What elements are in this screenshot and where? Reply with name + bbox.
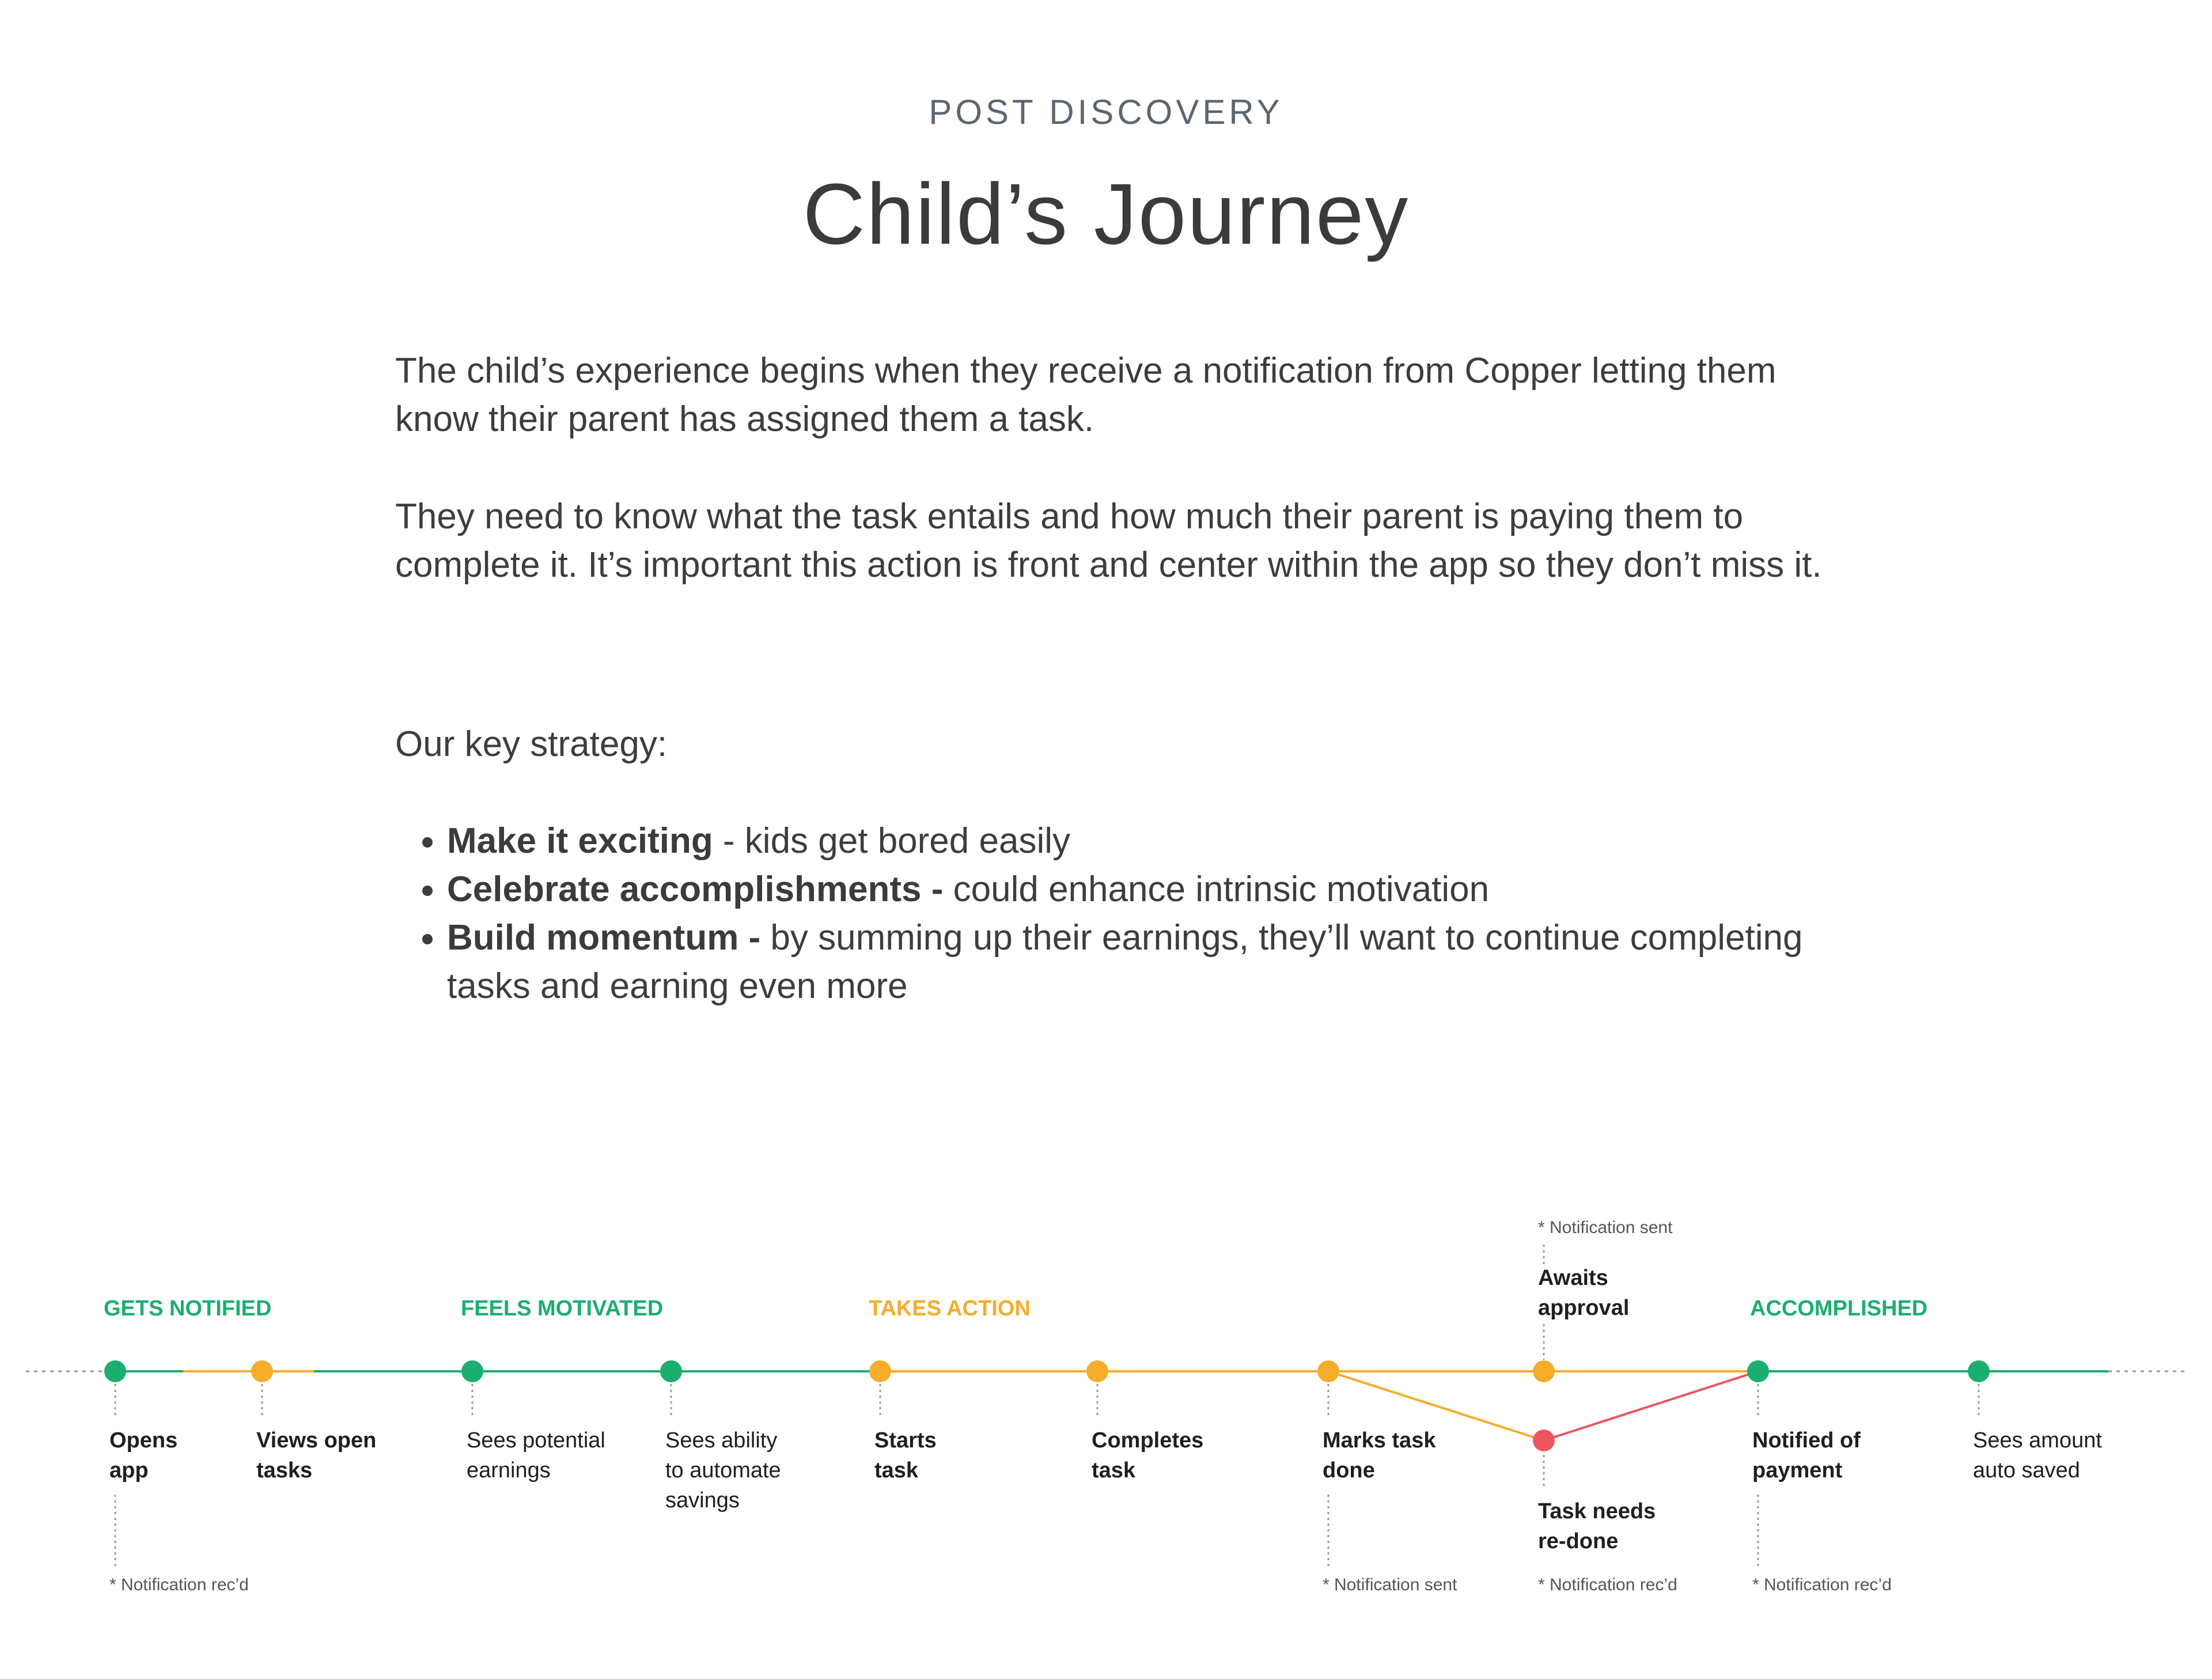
- step-note: * Notification rec’d: [1538, 1575, 1677, 1594]
- stage-label: ACCOMPLISHED: [1750, 1296, 1928, 1321]
- strategy-item-text: by summing up their earnings, they’ll want to continue completing tasks and earning even more: [447, 918, 1803, 1006]
- step-label: Starts: [874, 1428, 937, 1453]
- timeline-node: [1968, 1360, 1990, 1382]
- timeline-node: [1086, 1360, 1108, 1382]
- step-label: approval: [1538, 1296, 1630, 1320]
- intro-paragraph-1: The child’s experience begins when they receive a notification from Copper letting them know their parent has assigned them a task.: [395, 351, 1777, 439]
- step-label: task: [874, 1458, 919, 1483]
- step-note: * Notification rec’d: [1752, 1575, 1892, 1594]
- timeline-node: [251, 1360, 273, 1382]
- strategy-item: [447, 865, 1887, 914]
- strategy-item-bold: Build momentum -: [447, 918, 761, 958]
- page-title: Child’s Journey: [802, 165, 1410, 262]
- step-label: done: [1323, 1458, 1375, 1483]
- strategy-item-text: could enhance intrinsic motivation: [943, 869, 1490, 909]
- step-label: re-done: [1538, 1529, 1619, 1553]
- step-label: Task needs: [1538, 1499, 1656, 1523]
- step-label: Opens: [109, 1428, 178, 1453]
- step-label: Notified of: [1752, 1428, 1861, 1453]
- timeline-node: [1317, 1360, 1339, 1382]
- step-note: * Notification sent: [1538, 1218, 1673, 1237]
- step-label: to automate: [665, 1458, 781, 1483]
- branch-return-line: [1544, 1371, 1758, 1440]
- step-label: Marks task: [1323, 1428, 1436, 1453]
- step-label: task: [1092, 1458, 1136, 1483]
- timeline-node: [461, 1360, 483, 1382]
- strategy-item-text: - kids get bored easily: [713, 821, 1071, 861]
- stage-label: GETS NOTIFIED: [104, 1296, 272, 1321]
- step-label: Completes: [1092, 1428, 1204, 1453]
- step-label: tasks: [256, 1458, 313, 1483]
- journey-diagram: [0, 1181, 2212, 1619]
- step-label: Views open: [256, 1428, 377, 1453]
- strategy-heading: Our key strategy:: [395, 724, 668, 764]
- strategy-item-bold: Make it exciting: [447, 821, 713, 861]
- timeline-node: [104, 1360, 126, 1382]
- step-label: Awaits: [1538, 1266, 1608, 1290]
- step-note: * Notification sent: [1323, 1575, 1457, 1594]
- strategy-item: [447, 914, 1887, 1011]
- timeline-node: [1533, 1430, 1555, 1451]
- stage-label: TAKES ACTION: [869, 1296, 1031, 1321]
- strategy-list: [395, 817, 1887, 1011]
- step-label: payment: [1752, 1458, 1843, 1483]
- step-label: Sees amount: [1973, 1428, 2102, 1453]
- eyebrow-heading: POST DISCOVERY: [929, 93, 1283, 131]
- strategy-item-bold: Celebrate accomplishments -: [447, 869, 944, 909]
- step-note: * Notification rec’d: [109, 1575, 249, 1594]
- step-label: auto saved: [1973, 1458, 2080, 1483]
- step-label: Sees potential: [467, 1428, 605, 1453]
- step-label: earnings: [467, 1458, 551, 1483]
- timeline-node: [1533, 1360, 1555, 1382]
- step-label: savings: [665, 1488, 740, 1512]
- timeline-node: [660, 1360, 682, 1382]
- stage-label: FEELS MOTIVATED: [461, 1296, 664, 1321]
- strategy-item: [447, 817, 1887, 865]
- step-label: app: [109, 1458, 149, 1483]
- timeline-node: [1747, 1360, 1769, 1382]
- step-label: Sees ability: [665, 1428, 778, 1453]
- intro-paragraph-2: They need to know what the task entails and how much their parent is paying them to complete it. It’s important this action is front and center within the app so they don’t miss it.: [395, 497, 1822, 585]
- timeline-node: [869, 1360, 891, 1382]
